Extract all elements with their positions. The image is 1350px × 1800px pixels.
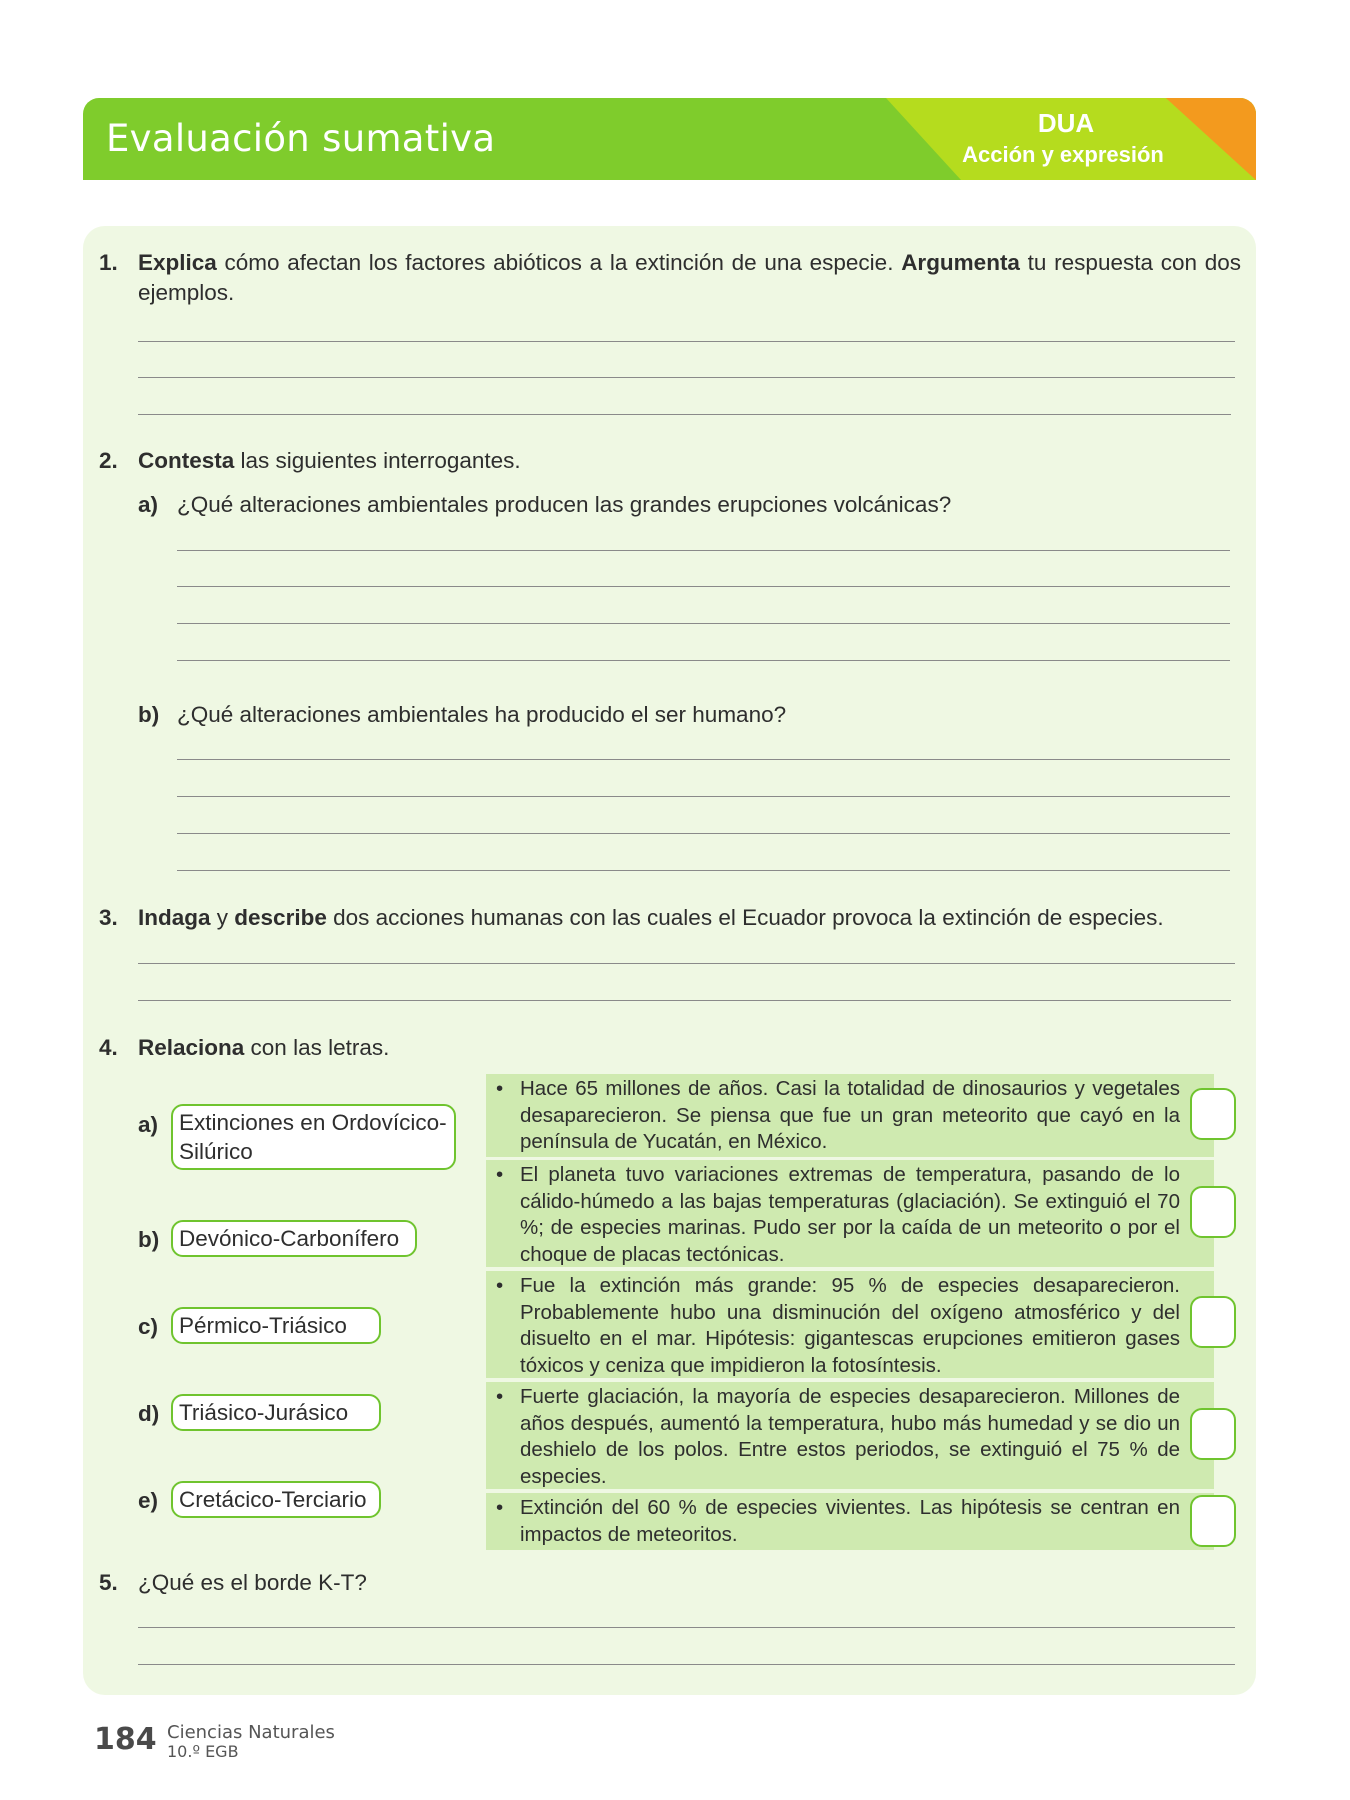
footer-grade: 10.º EGB [167,1742,239,1761]
section-title: Evaluación sumativa [106,117,496,160]
dua-tag [886,98,1256,180]
question-2 [99,446,1241,476]
section-banner [83,98,1256,180]
match-answer-box[interactable] [1190,1088,1236,1140]
description-text: Extinción del 60 % de especies vivientes. Las hipótesis se centran en impactos de meteoritos. [520,1496,1180,1546]
text: tu respuesta con dos ejemplos. [138,250,1242,305]
period-letter: c) [138,1314,159,1339]
answer-line[interactable] [177,833,1230,834]
page-number: 184 [94,1722,157,1757]
description-text: Hace 65 millones de años. Casi la totalidad de dinosaurios y vegetales desaparecieron. Se piensa que fue un gran meteorito que cayó en la península de Yucatán, en México. [520,1077,1180,1153]
match-answer-box[interactable] [1190,1495,1236,1547]
question-5 [99,1568,699,1598]
description-text: Fue la extinción más grande: 95 % de especies desaparecieron. Probablemente hubo una disminución del oxígeno atmosférico y del disuelto en el mar. Hipótesis: gigantescas erupciones emitieron gases tóxicos y ceniza que impidieron la fotosíntesis. [520,1274,1180,1377]
text: y [210,905,235,930]
question-number: 2. [99,448,118,473]
sub-text: ¿Qué alteraciones ambientales producen las grandes erupciones volcánicas? [177,492,952,517]
question-3 [99,903,1241,933]
question-text [138,248,1241,308]
text: cómo afectan los factores abióticos a la extinción de una especie. [216,250,902,275]
match-answer-box[interactable] [1190,1408,1236,1460]
text: dos acciones humanas con las cuales el Ecuador provoca la extinción de especies. [326,905,1164,930]
period-box: Triásico-Jurásico [171,1394,381,1431]
answer-line[interactable] [177,796,1230,797]
answer-line[interactable] [138,1627,1235,1628]
text: las siguientes interrogantes. [234,448,521,473]
period-box: Devónico-Carbonífero [171,1220,417,1257]
answer-line[interactable] [138,1000,1231,1001]
dua-subtitle: Acción y expresión [962,142,1164,167]
bullet: • [496,1496,504,1519]
verb: Contesta [138,448,235,473]
footer-subject: Ciencias Naturales [167,1722,335,1743]
answer-line[interactable] [177,759,1230,760]
question-2a [138,490,1238,520]
verb: Indaga [138,905,211,930]
question-number: 5. [99,1570,118,1595]
description-item [486,1493,1214,1550]
answer-line[interactable] [138,377,1235,378]
period-letter: a) [138,1112,159,1137]
question-number: 1. [99,250,118,275]
description-item [486,1074,1214,1157]
sub-text: ¿Qué alteraciones ambientales ha producido el ser humano? [177,702,787,727]
bullet: • [496,1274,504,1297]
dua-title: DUA [1037,108,1095,138]
question-text [138,1033,389,1063]
text: con las letras. [244,1035,390,1060]
verb: Relaciona [138,1035,245,1060]
bullet: • [496,1385,504,1408]
description-item [486,1382,1214,1489]
description-item [486,1160,1214,1267]
question-number: 3. [99,905,118,930]
description-item [486,1271,1214,1378]
sub-letter: a) [138,492,159,517]
match-answer-box[interactable] [1190,1186,1236,1238]
answer-line[interactable] [177,586,1230,587]
sub-letter: b) [138,702,160,727]
question-text: ¿Qué es el borde K-T? [138,1570,367,1595]
question-2b [138,700,1238,730]
period-box: Extinciones en Ordovícico-Silúrico [171,1104,456,1170]
question-text [138,446,521,476]
period-letter: b) [138,1227,160,1252]
answer-line[interactable] [177,623,1230,624]
answer-line[interactable] [177,660,1230,661]
bullet: • [496,1077,504,1100]
question-number: 4. [99,1035,118,1060]
bullet: • [496,1163,504,1186]
answer-line[interactable] [138,341,1235,342]
period-letter: d) [138,1401,160,1426]
answer-line[interactable] [138,963,1235,964]
verb: describe [234,905,327,930]
match-answer-box[interactable] [1190,1296,1236,1348]
answer-line[interactable] [138,414,1231,415]
answer-line[interactable] [177,550,1230,551]
verb: Argumenta [901,250,1020,275]
period-letter: e) [138,1488,159,1513]
answer-line[interactable] [138,1664,1235,1665]
period-box: Pérmico-Triásico [171,1307,381,1344]
answer-line[interactable] [177,870,1230,871]
question-4 [99,1033,699,1063]
description-text: Fuerte glaciación, la mayoría de especies desaparecieron. Millones de años después, aumentó la temperatura, hubo más humedad y se dio un deshielo de los polos. Entre estos periodos, se extinguió el 75 % de especies. [520,1385,1180,1488]
period-box: Cretácico-Terciario [171,1481,381,1518]
description-text: El planeta tuvo variaciones extremas de temperatura, pasando de lo cálido-húmedo a las bajas temperaturas (glaciación). Se extinguió el 70 %; de especies marinas. Pudo ser por la caída de un meteorito o por el choque de placas tectónicas. [520,1163,1180,1266]
question-text [138,903,1164,933]
verb: Explica [138,250,217,275]
